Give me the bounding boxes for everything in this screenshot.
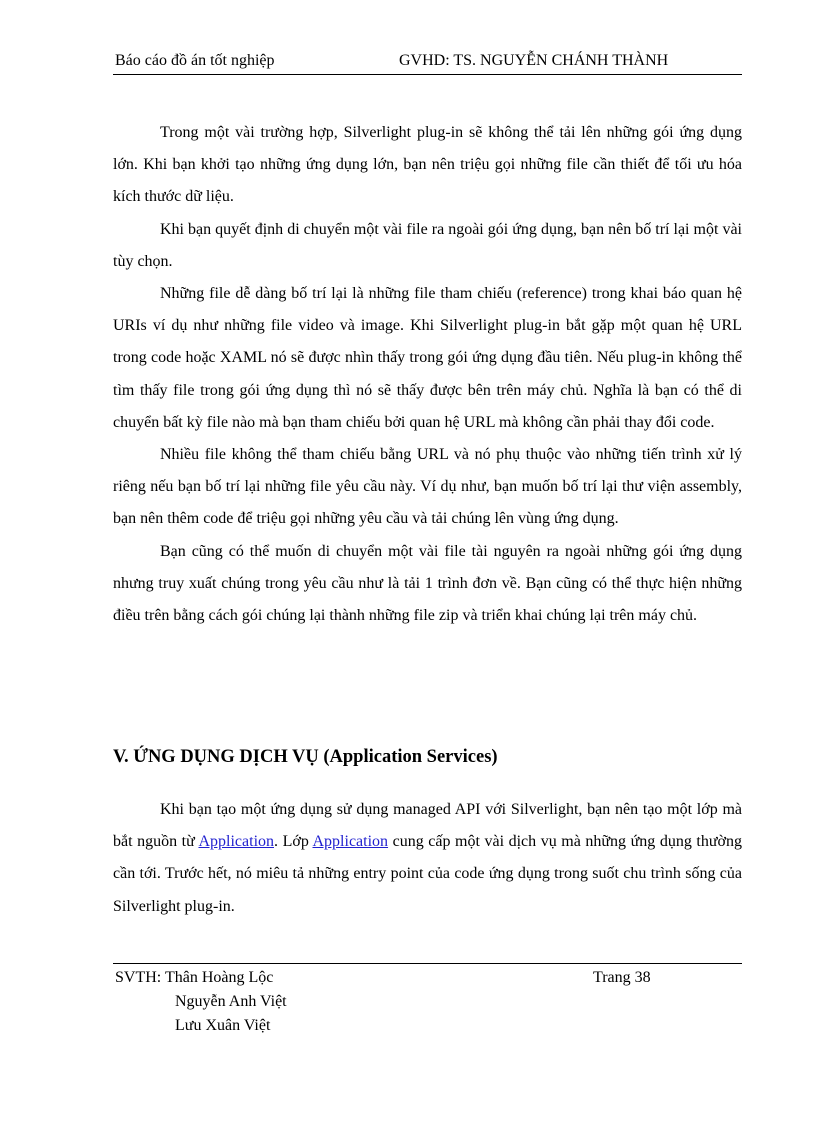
paragraph-4: Nhiều file không thể tham chiếu bằng URL và nó phụ thuộc vào những tiến trình xử lý riêng nếu bạn bố trí lại những file yêu cầu này. Ví dụ như, bạn muốn bố trí lại thư viện assembly, bạn nên thêm code để triệu gọi những yêu cầu và tải chúng lên vùng ứng dụng. [113, 446, 742, 528]
section-paragraph [113, 794, 742, 923]
text-segment: . Lớp [274, 833, 313, 851]
footer-member: Nguyễn Anh Việt [175, 993, 287, 1010]
text-segment: Khi bạn tạo một ứng dụng sử dụng managed API với Silverlight, bạn nên tạo một lớp mà bắt nguồn từ [113, 801, 742, 851]
paragraph-1: Trong một vài trường hợp, Silverlight plug-in sẽ không thể tải lên những gói ứng dụng lớn. Khi bạn khởi tạo những ứng dụng lớn, bạn nên triệu gọi những file cần thiết để tối ưu hóa kích thước dữ liệu. [113, 124, 742, 206]
application-link-2[interactable]: Application [312, 833, 389, 851]
paragraph-3: Những file dễ dàng bố trí lại là những file tham chiếu (reference) trong khai báo quan hệ URIs ví dụ như những file video và image. Khi Silverlight plug-in bắt gặp một quan hệ URL trong code hoặc XAML nó sẽ được nhìn thấy trong gói ứng dụng đầu tiên. Nếu plug-in không thể tìm thấy file trong gói ứng dụng thì nó sẽ thấy được bên trên máy chủ. Nghĩa là bạn có thể di chuyển bất kỳ file nào mà bạn tham chiếu bởi quan hệ URL mà không cần phải thay đổi code. [113, 285, 742, 431]
page-number: Trang 38 [593, 969, 651, 986]
header-advisor: GVHD: TS. NGUYỄN CHÁNH THÀNH [399, 52, 669, 69]
page-header [113, 52, 742, 75]
paragraph-5: Bạn cũng có thể muốn di chuyển một vài file tài nguyên ra ngoài những gói ứng dụng nhưng truy xuất chúng trong yêu cầu như là tải 1 trình đơn về. Bạn cũng có thể thực hiện những điều trên bằng cách gói chúng lại thành những file zip và triển khai chúng lại trên máy chủ. [113, 542, 742, 625]
header-report-title: Báo cáo đồ án tốt nghiệp [115, 52, 275, 69]
section-body [113, 794, 742, 923]
page-footer [113, 963, 742, 1038]
section-heading: V. ỨNG DỤNG DỊCH VỤ (Application Services) [113, 747, 498, 767]
footer-member: Lưu Xuân Việt [175, 1017, 271, 1034]
paragraph-2: Khi bạn quyết định di chuyển một vài file ra ngoài gói ứng dụng, bạn nên bố trí lại một vài tùy chọn. [113, 220, 742, 270]
application-link-1[interactable]: Application [198, 833, 275, 851]
footer-students: SVTH: Thân Hoàng Lộc [115, 969, 274, 986]
body-text [113, 117, 742, 632]
text-segment: cung cấp một vài dịch vụ mà những ứng dụng thường cần tới. Trước hết, nó miêu tả những entry point của code ứng dụng trong suốt chu trình sống của Silverlight plug-in. [113, 833, 742, 915]
